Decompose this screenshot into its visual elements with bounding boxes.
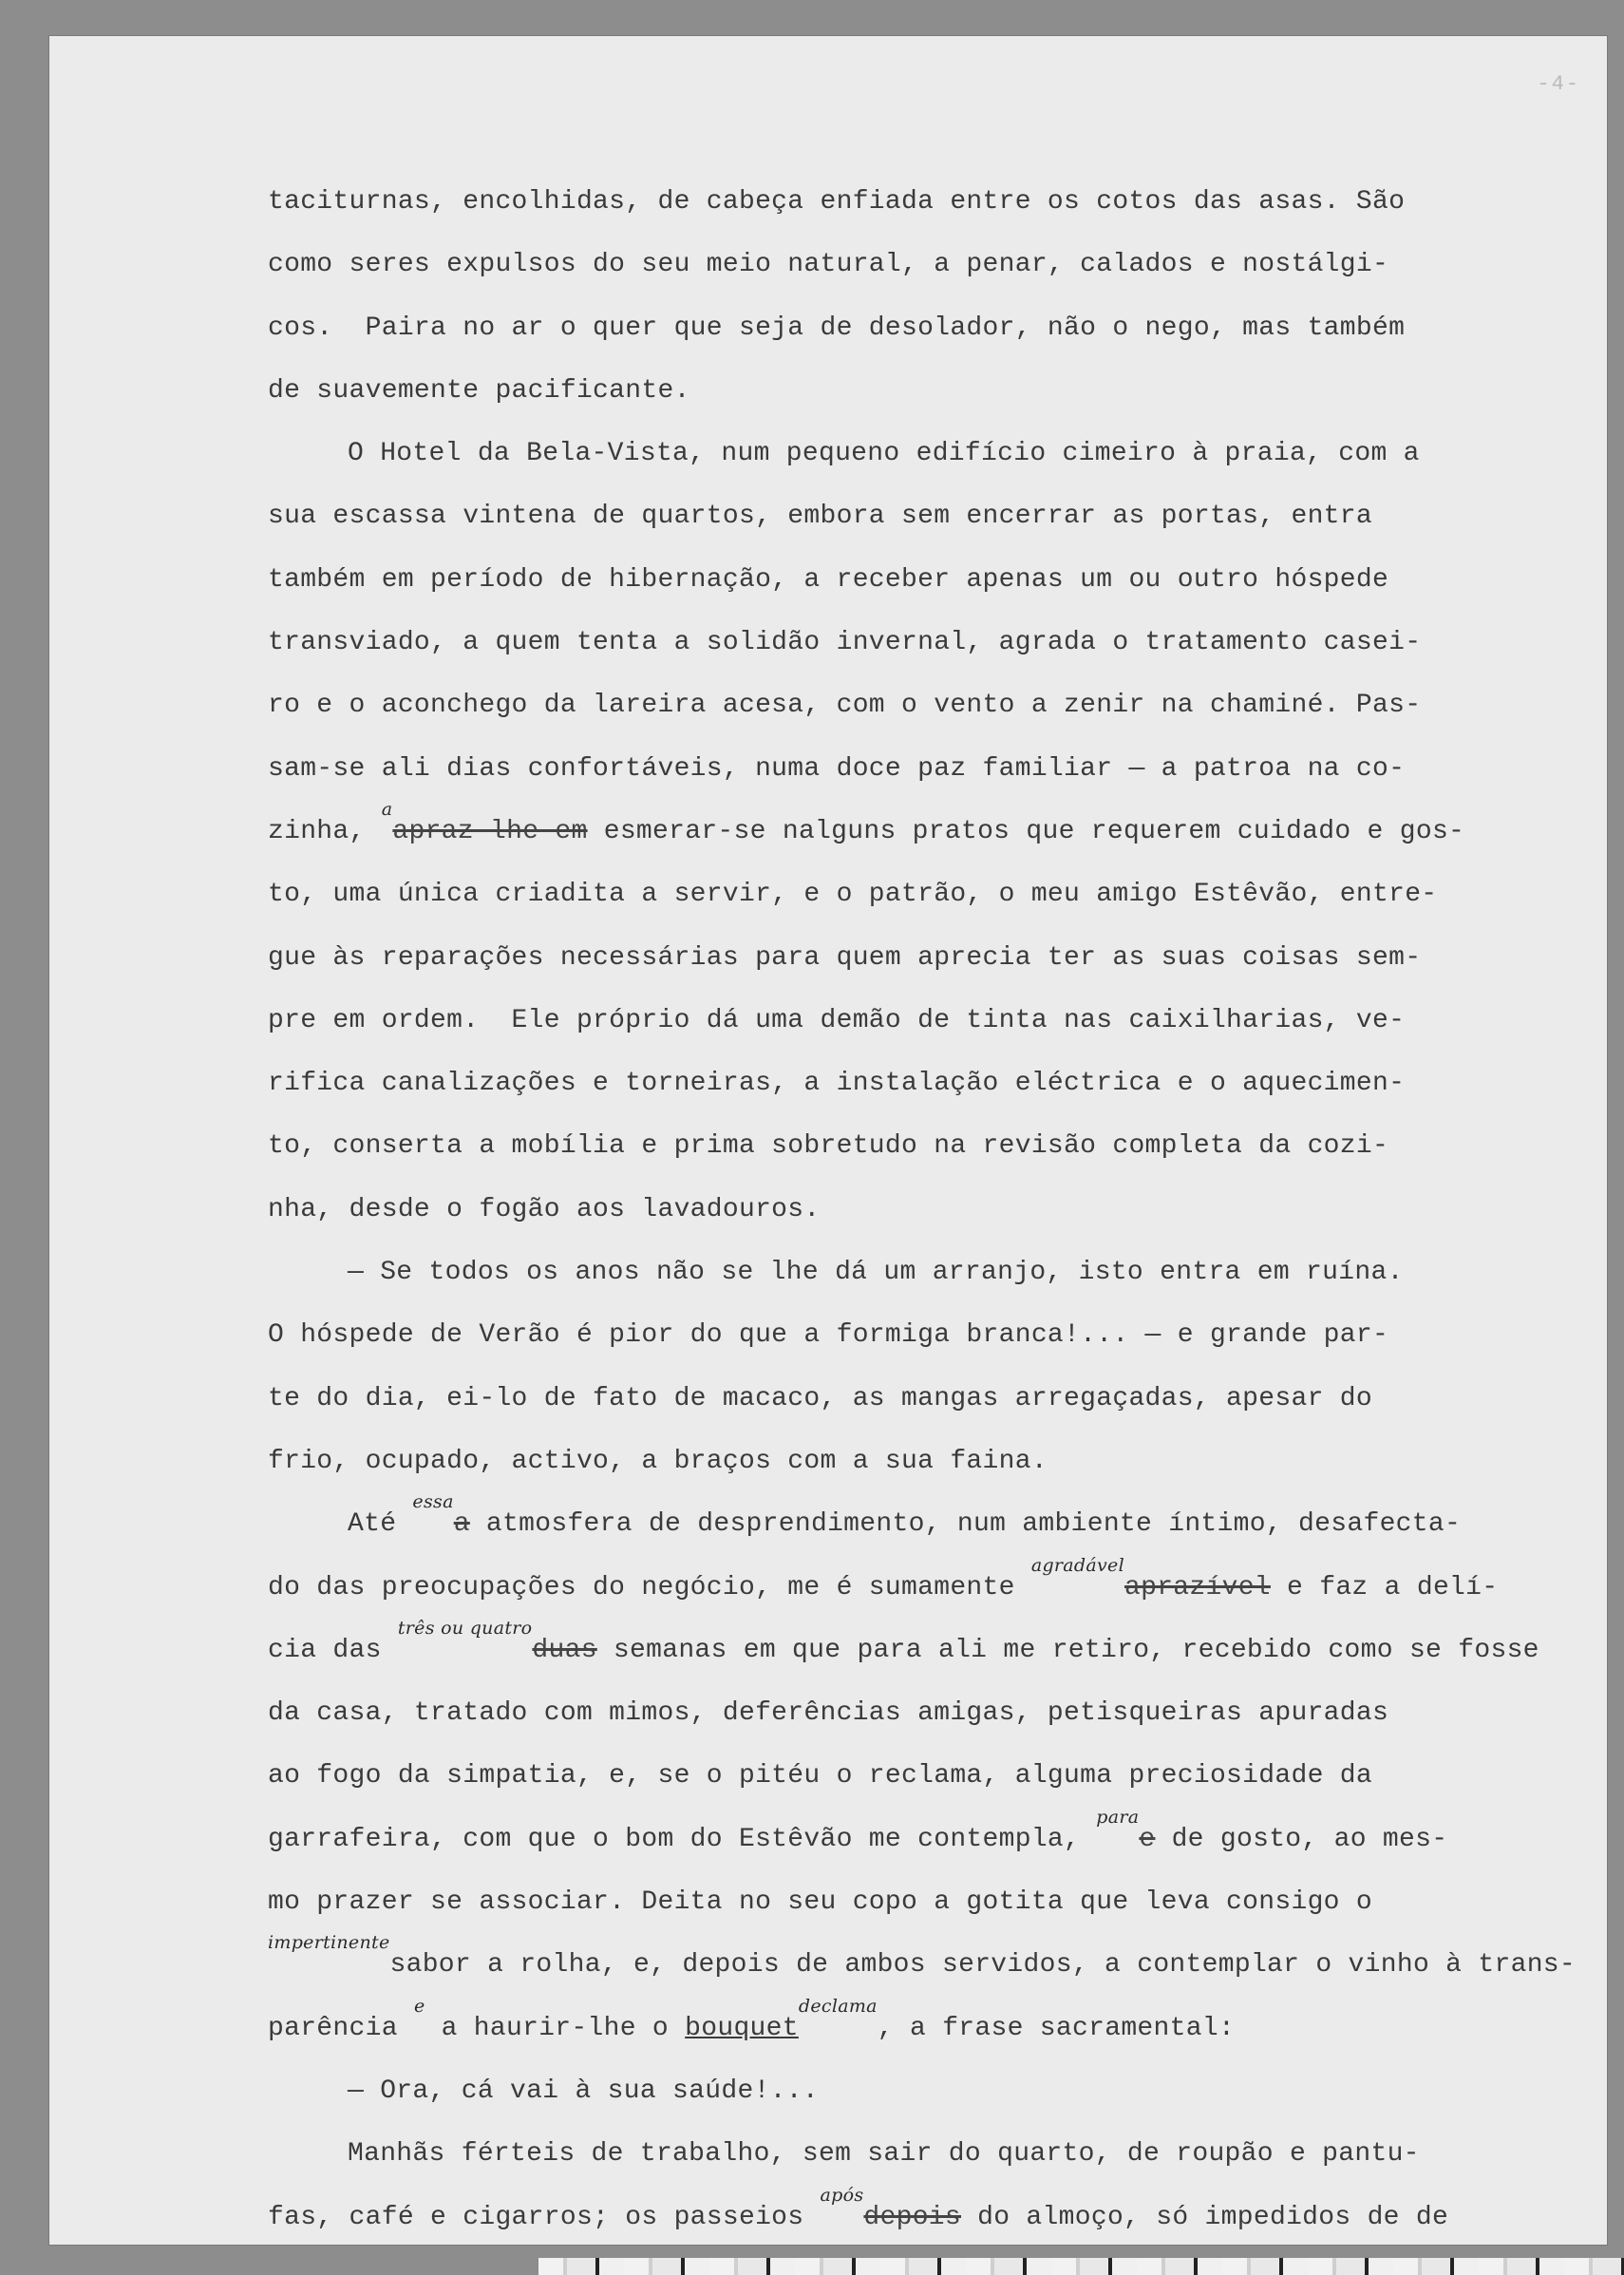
line-text: frio, ocupado, activo, a braços com a sua faina. [268, 1446, 1048, 1476]
handwritten-insertion: declama [798, 1995, 878, 2017]
text-line [268, 1368, 1597, 1431]
line-text: Até [348, 1509, 413, 1540]
handwritten-insertion: essa [412, 1491, 454, 1513]
struck-out-word: e [1139, 1824, 1156, 1854]
handwritten-insertion: três ou quatro [397, 1617, 533, 1639]
line-text: parência [268, 2013, 414, 2043]
handwritten-insertion: após [820, 2184, 864, 2206]
line-text: garrafeira, com que o bom do Estêvão me contempla, [268, 1824, 1097, 1854]
line-text: cos. Paira no ar o quer que seja de desolador, não o nego, mas também [268, 313, 1406, 343]
text-line [268, 738, 1597, 801]
struck-out-word: duas [532, 1635, 597, 1665]
line-text: nha, desde o fogão aos lavadouros. [268, 1194, 821, 1224]
text-line [268, 1934, 1597, 1997]
line-text-continued: do almoço, só impedidos de de [961, 2202, 1449, 2232]
text-line [268, 927, 1597, 990]
handwritten-insertion: agradável [1030, 1554, 1124, 1576]
line-text-continued: esmerar-se nalguns pratos que requerem cuidado e gos- [587, 816, 1465, 846]
text-line [268, 1242, 1597, 1304]
text-line [268, 1745, 1597, 1808]
line-text: — Ora, cá vai à sua saúde!... [348, 2076, 819, 2106]
handwritten-insertion: impertinente [268, 1932, 390, 1954]
text-line [268, 549, 1597, 612]
line-text-continued: atmosfera de desprendimento, num ambiente íntimo, desafecta- [469, 1509, 1462, 1540]
text-line [268, 612, 1597, 674]
line-text: fas, café e cigarros; os passeios [268, 2202, 821, 2232]
line-text: transviado, a quem tenta a solidão invernal, agrada o tratamento casei- [268, 628, 1422, 658]
text-line [268, 1995, 1597, 2060]
line-text: cia das [268, 1635, 398, 1665]
line-text: mo prazer se associar. Deita no seu copo a gotita que leva consigo o [268, 1887, 1372, 1918]
line-text-continued: a haurir-lhe o [425, 2013, 686, 2043]
text-line [268, 234, 1597, 296]
text-line [268, 990, 1597, 1052]
line-text: sam-se ali dias confortáveis, numa doce paz familiar — a patroa na co- [268, 753, 1406, 784]
line-text: da casa, tratado com mimos, deferências amigas, petisqueiras apuradas [268, 1698, 1389, 1729]
page-number: -4- [1537, 72, 1580, 96]
struck-out-word: a [453, 1509, 470, 1540]
text-line [268, 798, 1597, 863]
line-text: pre em ordem. Ele próprio dá uma demão de tinta nas caixilharias, ve- [268, 1005, 1406, 1035]
text-line [268, 1304, 1597, 1367]
line-text-continued: e faz a delí- [1270, 1572, 1499, 1602]
line-text: gue às reparações necessárias para quem aprecia ter as suas coisas sem- [268, 942, 1422, 973]
handwritten-insertion: para [1096, 1806, 1140, 1828]
manuscript-page [49, 36, 1607, 2245]
text-line [268, 2184, 1597, 2249]
line-text: taciturnas, encolhidas, de cabeça enfiada entre os cotos das asas. São [268, 187, 1406, 217]
text-line [268, 674, 1597, 737]
scan-calibration-strip [538, 2258, 1624, 2275]
handwritten-insertion: e [413, 1995, 425, 2017]
line-text: Manhãs férteis de trabalho, sem sair do quarto, de roupão e pantu- [348, 2139, 1420, 2170]
text-line [268, 863, 1597, 926]
line-text: de suavemente pacificante. [268, 375, 690, 406]
underlined-word: bouquet [685, 2013, 799, 2043]
line-text: te do dia, ei-lo de fato de macaco, as mangas arregaçadas, apesar do [268, 1383, 1372, 1413]
line-text: O Hotel da Bela-Vista, num pequeno edifício cimeiro à praia, com a [348, 439, 1420, 469]
text-line [268, 297, 1597, 360]
text-line [268, 171, 1597, 234]
line-text: ro e o aconchego da lareira acesa, com o vento a zenir na chaminé. Pas- [268, 691, 1422, 721]
text-line [268, 1806, 1597, 1871]
line-text: — Se todos os anos não se lhe dá um arranjo, isto entra em ruína. [348, 1258, 1404, 1288]
text-line [268, 1554, 1597, 1620]
line-text-continued: de gosto, ao mes- [1155, 1824, 1448, 1854]
line-text: to, conserta a mobília e prima sobretudo na revisão completa da cozi- [268, 1131, 1389, 1162]
text-line [268, 1682, 1597, 1745]
line-text: O hóspede de Verão é pior do que a formiga branca!... — e grande par- [268, 1320, 1389, 1351]
line-text-end: , a frase sacramental: [877, 2013, 1236, 2043]
text-line [268, 485, 1597, 548]
line-text: to, uma única criadita a servir, e o patrão, o meu amigo Estêvão, entre- [268, 880, 1438, 910]
text-line [268, 1052, 1597, 1115]
text-line [268, 1617, 1597, 1682]
struck-out-word: depois [863, 2202, 962, 2232]
text-line [268, 1431, 1597, 1493]
text-line [268, 2123, 1597, 2186]
line-text: zinha, [268, 816, 382, 846]
text-line [268, 423, 1597, 485]
line-text: rifica canalizações e torneiras, a instalação eléctrica e o aquecimen- [268, 1069, 1406, 1099]
line-text: do das preocupações do negócio, me é sumamente [268, 1572, 1031, 1602]
text-line [268, 1179, 1597, 1242]
text-line [268, 360, 1597, 423]
line-text-continued: semanas em que para ali me retiro, recebido como se fosse [596, 1635, 1539, 1665]
line-text-continued: sabor a rolha, e, depois de ambos servidos, a contemplar o vinho à trans- [389, 1950, 1576, 1981]
line-text: como seres expulsos do seu meio natural, a penar, calados e nostálgi- [268, 250, 1389, 280]
handwritten-insertion: a [381, 798, 393, 820]
text-line [268, 2060, 1597, 2123]
line-text: ao fogo da simpatia, e, se o pitéu o reclama, alguma preciosidade da [268, 1761, 1372, 1792]
line-text: sua escassa vintena de quartos, embora sem encerrar as portas, entra [268, 502, 1372, 532]
struck-out-word: aprazível [1124, 1572, 1271, 1602]
text-line [268, 1115, 1597, 1178]
text-line [268, 1871, 1597, 1934]
typescript-body [268, 171, 1597, 2249]
struck-out-word: apraz-lhe em [392, 816, 588, 846]
text-line [268, 1493, 1597, 1556]
line-text: também em período de hibernação, a receber apenas um ou outro hóspede [268, 564, 1389, 595]
